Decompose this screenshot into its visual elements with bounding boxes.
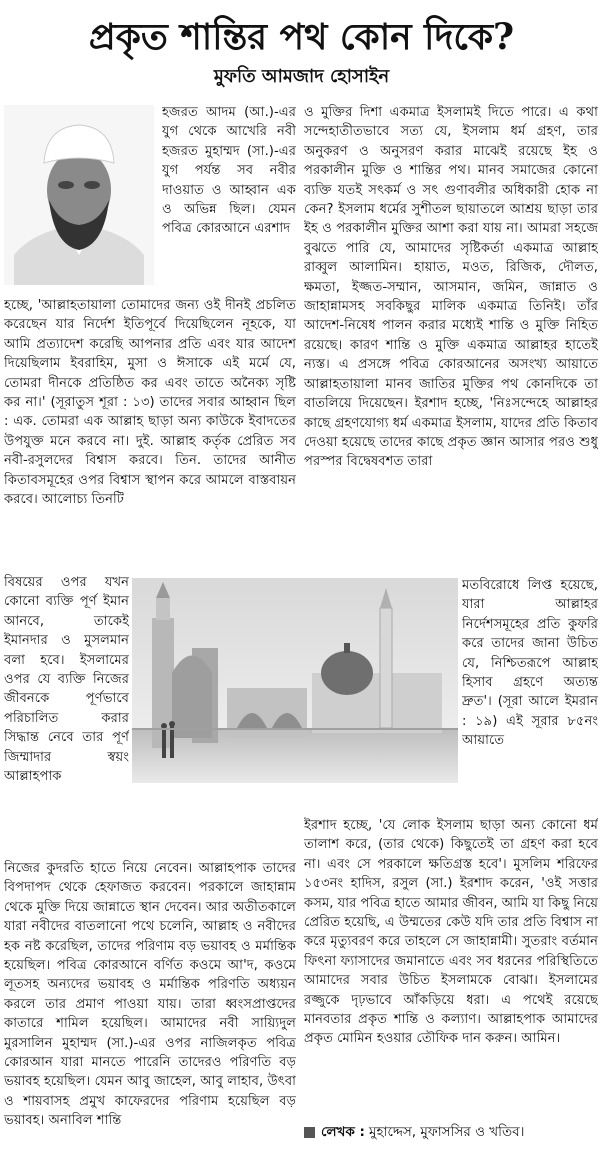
author-credit bbox=[304, 1121, 598, 1144]
paragraph: ও মুক্তির দিশা একমাত্র ইসলামই দিতে পারে। এ কথা সন্দেহাতীতভাবে সত্য যে, ইসলাম ধর্ম গ্রহণ, তার অনুকরণ ও অনুসরণ করার মাঝেই রয়েছে ইহ ও পরকালীন মুক্তি ও শান্তির পথ। মানব সমাজের কোনো ব্যক্তি যতই সৎকর্ম ও সৎ গুণাবলীর অধিকারী হোক না কেন? ইসলাম ধর্মের সুশীতল ছায়াতলে আশ্রয় ছাড়া তার ইহ ও পরকালীন মুক্তির আশা করা যায় না। আমরা সহজে বুঝতে পারি যে, আমাদের সৃষ্টিকর্তা একমাত্র আল্লাহ রাব্বুল আলামিন। হায়াত, মওত, রিজিক, দৌলত, ক্ষমতা, ইজ্জত-সম্মান, আসমান, জমিন, জান্নাত ও জাহান্নামসহ সবকিছুর মালিক একমাত্র তিনিই। তাঁর আদেশ-নিষেধ পালন করার মধ্যেই শান্তি ও মুক্তি নিহিত রয়েছে। কারণ শান্তি ও মুক্তি একমাত্র আল্লাহর হাতেই ন্যস্ত। এ প্রসঙ্গে পবিত্র কোরআনের অসংখ্য আয়াতে আল্লাহতায়ালা মানব জাতির মুক্তির পথ কোনদিকে তা বাতলিয়ে দিয়েছেন। ইরশাদ হচ্ছে, 'নিঃসন্দেহে আল্লাহর কাছে গ্রহণযোগ্য ধর্ম একমাত্র ইসলাম, যাদের প্রতি কিতাব দেওয়া হয়েছে তাদের কাছে প্রকৃত জ্ঞান আসার পরও শুধু পরস্পর বিদ্বেষবশত তারা bbox=[304, 105, 598, 470]
square-bullet-icon bbox=[304, 1127, 315, 1138]
paragraph: হচ্ছে, 'আল্লাহতায়ালা তোমাদের জন্য ওই দীনই প্রচলিত করেছেন যার নির্দেশ ইতিপূর্বে দিয়েছিলেন নূহকে, যা আমি প্রত্যাদেশ করেছি আপনার প্রতি এবং যার আদেশ দিয়েছিলাম ইবরাহিম, মুসা ও ঈসাকে এই মর্মে যে, তোমরা দীনকে প্রতিষ্ঠিত কর এবং তাতে অনৈক্য সৃষ্টি কর না।' (সূরাতুস শূরা : ১৩) তাদের সবার আহ্বান ছিল : এক. তোমরা এক আল্লাহ ছাড়া অন্য কাউকে ইবাদতের উপযুক্ত মনে করবে না। দুই. আল্লাহ কর্তৃক প্রেরিত সব নবী-রসুলদের বিশ্বাস করবে। তিন. তাদের আনীত কিতাবসমূহের ওপর বিশ্বাস স্থাপন করে আমলে বাস্তবায়ন করবে। আলোচ্য তিনটি bbox=[4, 298, 296, 508]
author-portrait-image bbox=[4, 105, 154, 285]
paragraph: নিজের কুদরতি হাতে নিয়ে নেবেন। আল্লাহপাক তাদের বিপদাপদ থেকে হেফাজত করবেন। পরকালে জাহান্নাম থেকে মুক্তি দিয়ে জান্নাতে স্থান দেবেন। আর অতীতকালে যারা নবীদের বাতলানো পথে চলেনি, আল্লাহ ও নবীদের হক নষ্ট করেছিল, তাদের পরিণাম বড় ভয়াবহ ও মর্মান্তিক হয়েছিল। পবিত্র কোরআনে বর্ণিত কওমে আ'দ, কওমে লূতসহ অন্যদের ভয়াবহ ও মর্মান্তিক পরিণতি অধ্যয়ন করলে তার প্রমাণ পাওয়া যায়। তারা ধ্বংসপ্রাপ্তদের কাতারে শামিল হয়েছিল। আমাদের নবী সায়্যিদুল মুরসালিন মুহাম্মদ (সা.)-এর ওপর নাজিলকৃত পবিত্র কোরআন যারা মানতে পারেনি তাদেরও পরিণতি বড় ভয়াবহ হয়েছিল। যেমন আবু জাহেল, আবু লাহাব, উৎবা ও শায়বাসহ প্রমুখ কাফেরদের পরিণাম হয়েছিল বড় ভয়াবহ। অনাবিল শান্তি bbox=[4, 861, 296, 1129]
author-credit-text: মুহাদ্দেস, মুফাসসির ও খতিব। bbox=[368, 1124, 525, 1140]
paragraph: হজরত আদম (আ.)-এর যুগ থেকে আখেরি নবী হজরত মুহাম্মদ (সা.)-এর যুগ পর্যন্ত সব নবীর দাওয়াত ও আহ্বান এক ও অভিন্ন ছিল। যেমন পবিত্র কোরআনে এরশাদ bbox=[162, 105, 296, 237]
mosque-photo bbox=[132, 578, 458, 783]
author-photo bbox=[4, 105, 154, 285]
column-left-bottom-text bbox=[4, 859, 296, 1155]
mosque-image bbox=[132, 578, 458, 783]
column-right-bottom-text bbox=[304, 816, 598, 1116]
column-left-middle-text bbox=[4, 296, 296, 576]
column-left-top-text bbox=[162, 103, 296, 299]
author-name: মুফতি আমজাদ হোসাইন bbox=[213, 66, 390, 87]
column-left-wrap-text bbox=[4, 573, 129, 863]
paragraph: বিষয়ের ওপর যখন কোনো ব্যক্তি পূর্ণ ইমান আনবে, তাকেই ইমানদার ও মুসলমান বলা হবে। ইসলামের ওপর যে ব্যক্তি নিজের জীবনকে পূর্ণভাবে পরিচালিত করার সিদ্ধান্ত নেবে তার পূর্ণ জিম্মাদার স্বয়ং আল্লাহপাক bbox=[4, 575, 129, 785]
column-right-wrap-text bbox=[462, 576, 598, 820]
paragraph: ইরশাদ হচ্ছে, 'যে লোক ইসলাম ছাড়া অন্য কোনো ধর্ম তালাশ করে, (তার থেকে) কিছুতেই তা গ্রহণ করা হবে না। এবং সে পরকালে ক্ষতিগ্রস্ত হবে'। মুসলিম শরিফের ১৫৩নং হাদিস, রসুল (সা.) ইরশাদ করেন, 'ওই সত্তার কসম, যার পবিত্র হাতে আমার জীবন, আমি যা কিছু নিয়ে প্রেরিত হয়েছি, এ উম্মতের কেউ যদি তার প্রতি বিশ্বাস না করে মৃত্যুবরণ করে তাহলে সে জাহান্নামী। সুতরাং বর্তমান ফিৎনা ফ্যাসাদের জমানাতে এবং সব ধরনের পরিস্থিতিতে আমাদের সবার উচিত ইসলামকে বোঝা। ইসলামের রজ্জুকে দৃঢ়ভাবে আঁকড়িয়ে ধরা। এ পথেই রয়েছে মানবতার প্রকৃত শান্তি ও কল্যাণ। আল্লাহপাক আমাদের প্রকৃত মোমিন হওয়ার তৌফিক দান করুন। আমিন। bbox=[304, 818, 598, 1047]
article-title: প্রকৃত শান্তির পথ কোন দিকে? bbox=[88, 16, 515, 58]
author-credit-label: লেখক : bbox=[321, 1124, 365, 1140]
paragraph: মতবিরোধে লিপ্ত হয়েছে, যারা আল্লাহর নির্দেশসমূহের প্রতি কুফরি করে তাদের জানা উচিত যে, নিশ্চিতরূপে আল্লাহ হিসাব গ্রহণে অত্যন্ত দ্রুত'। (সূরা আলে ইমরান : ১৯) এই সূরার ৮৫নং আয়াতে bbox=[462, 578, 598, 749]
column-right-top-text bbox=[304, 103, 598, 581]
